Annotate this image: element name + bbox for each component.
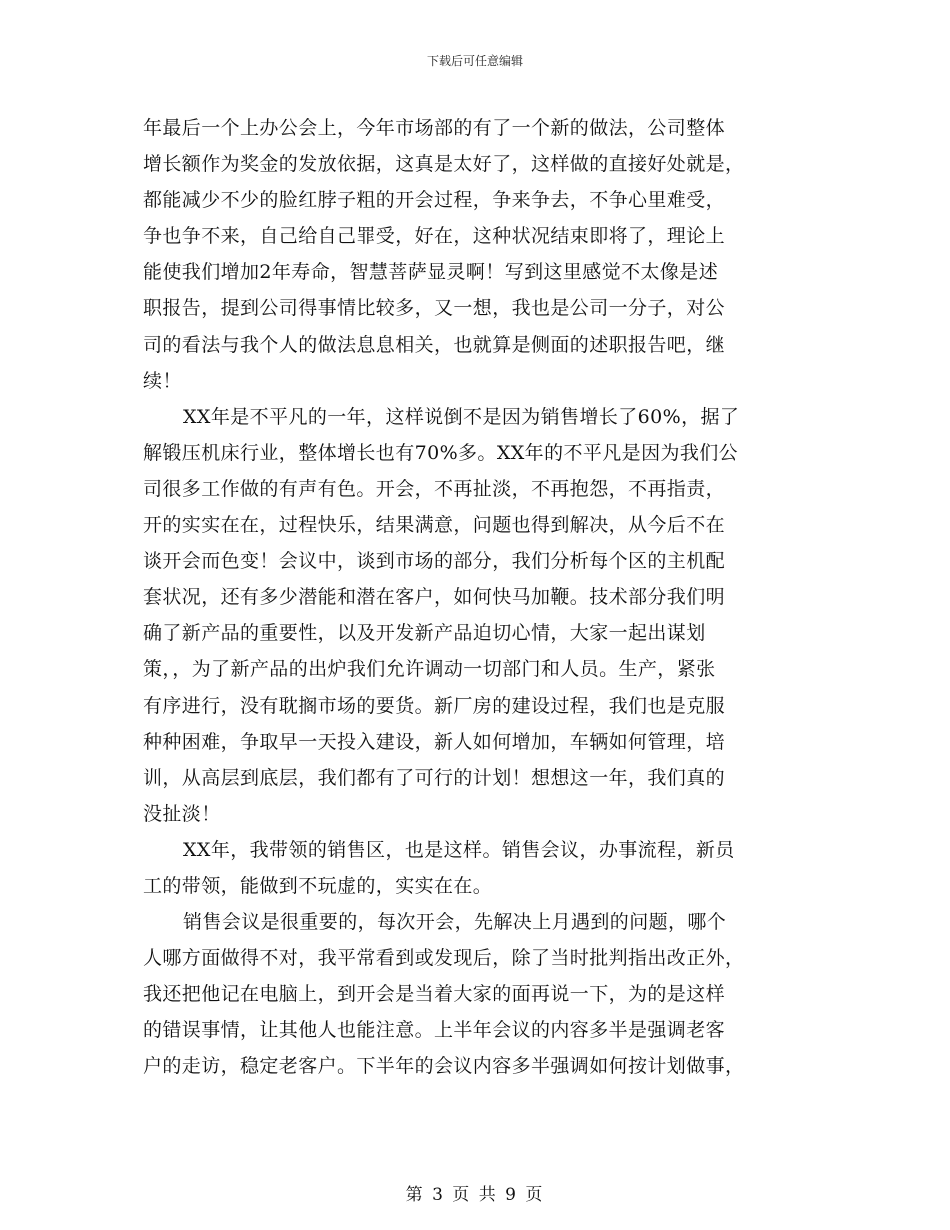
text-line: 司很多工作做的有声有色。开会，不再扯淡，不再抱怨，不再指责，	[143, 477, 726, 500]
text-line: 户的走访，稳定老客户。下半年的会议内容多半强调如何按计划做事，	[143, 1055, 745, 1078]
text-line: XX年，我带领的销售区，也是这样。销售会议，办事流程，新员	[183, 838, 735, 861]
text-line: 司的看法与我个人的做法息息相关，也就算是侧面的述职报告吧，继	[143, 333, 726, 356]
text-line: 我还把他记在电脑上，到开会是当着大家的面再说一下，为的是这样	[143, 983, 726, 1006]
text-line: 开的实实在在，过程快乐，结果满意，问题也得到解决，从今后不在	[143, 514, 726, 537]
text-line: 种种困难，争取早一天投入建设，新人如何增加，车辆如何管理，培	[143, 730, 726, 753]
text-line: 年最后一个上办公会上，今年市场部的有了一个新的做法，公司整体	[143, 117, 726, 139]
text-line: 争也争不来，自己给自己罪受，好在，这种状况结束即将了，理论上	[143, 225, 726, 248]
text-line: 训，从高层到底层，我们都有了可行的计划！想想这一年，我们真的	[143, 766, 726, 789]
text-line: 谈开会而色变！会议中，谈到市场的部分，我们分析每个区的主机配	[143, 550, 726, 573]
text-line: 有序进行，没有耽搁市场的要货。新厂房的建设过程，我们也是克服	[143, 694, 726, 717]
text-line: 能使我们增加2年寿命，智慧菩萨显灵啊！写到这里感觉不太像是述	[143, 261, 719, 284]
text-line: 续！	[143, 369, 182, 392]
text-line: 增长额作为奖金的发放依据，这真是太好了，这样做的直接好处就是，	[143, 153, 745, 176]
text-line: 都能减少不少的脸红脖子粗的开会过程，争来争去，不争心里难受，	[143, 189, 726, 212]
text-line: 套状况，还有多少潜能和潜在客户，如何快马加鞭。技术部分我们明	[143, 586, 726, 609]
text-line: 职报告，提到公司得事情比较多，又一想，我也是公司一分子，对公	[143, 297, 726, 320]
text-line: 没扯淡！	[143, 802, 221, 825]
text-line: 解锻压机床行业，整体增长也有70%多。XX年的不平凡是因为我们公	[143, 441, 739, 464]
text-line: 确了新产品的重要性，以及开发新产品迫切心情，大家一起出谋划	[143, 622, 706, 645]
text-line: 的错误事情，让其他人也能注意。上半年会议的内容多半是强调老客	[143, 1019, 726, 1042]
text-line: 销售会议是很重要的，每次开会，先解决上月遇到的问题，哪个	[183, 911, 727, 934]
page-header: 下载后可任意编辑	[426, 54, 523, 68]
body-text	[143, 110, 813, 1085]
text-line: XX年是不平凡的一年，这样说倒不是因为销售增长了60%，据了	[183, 405, 740, 428]
text-line: 人哪方面做得不对，我平常看到或发现后，除了当时批判指出改正外，	[143, 947, 745, 970]
text-line: 工的带领，能做到不玩虚的，实实在在。	[143, 874, 493, 897]
page-number: 第 3 页 共 9 页	[405, 1185, 545, 1205]
text-line: 策，，为了新产品的出炉我们允许调动一切部门和人员。生产，紧张	[143, 658, 716, 681]
